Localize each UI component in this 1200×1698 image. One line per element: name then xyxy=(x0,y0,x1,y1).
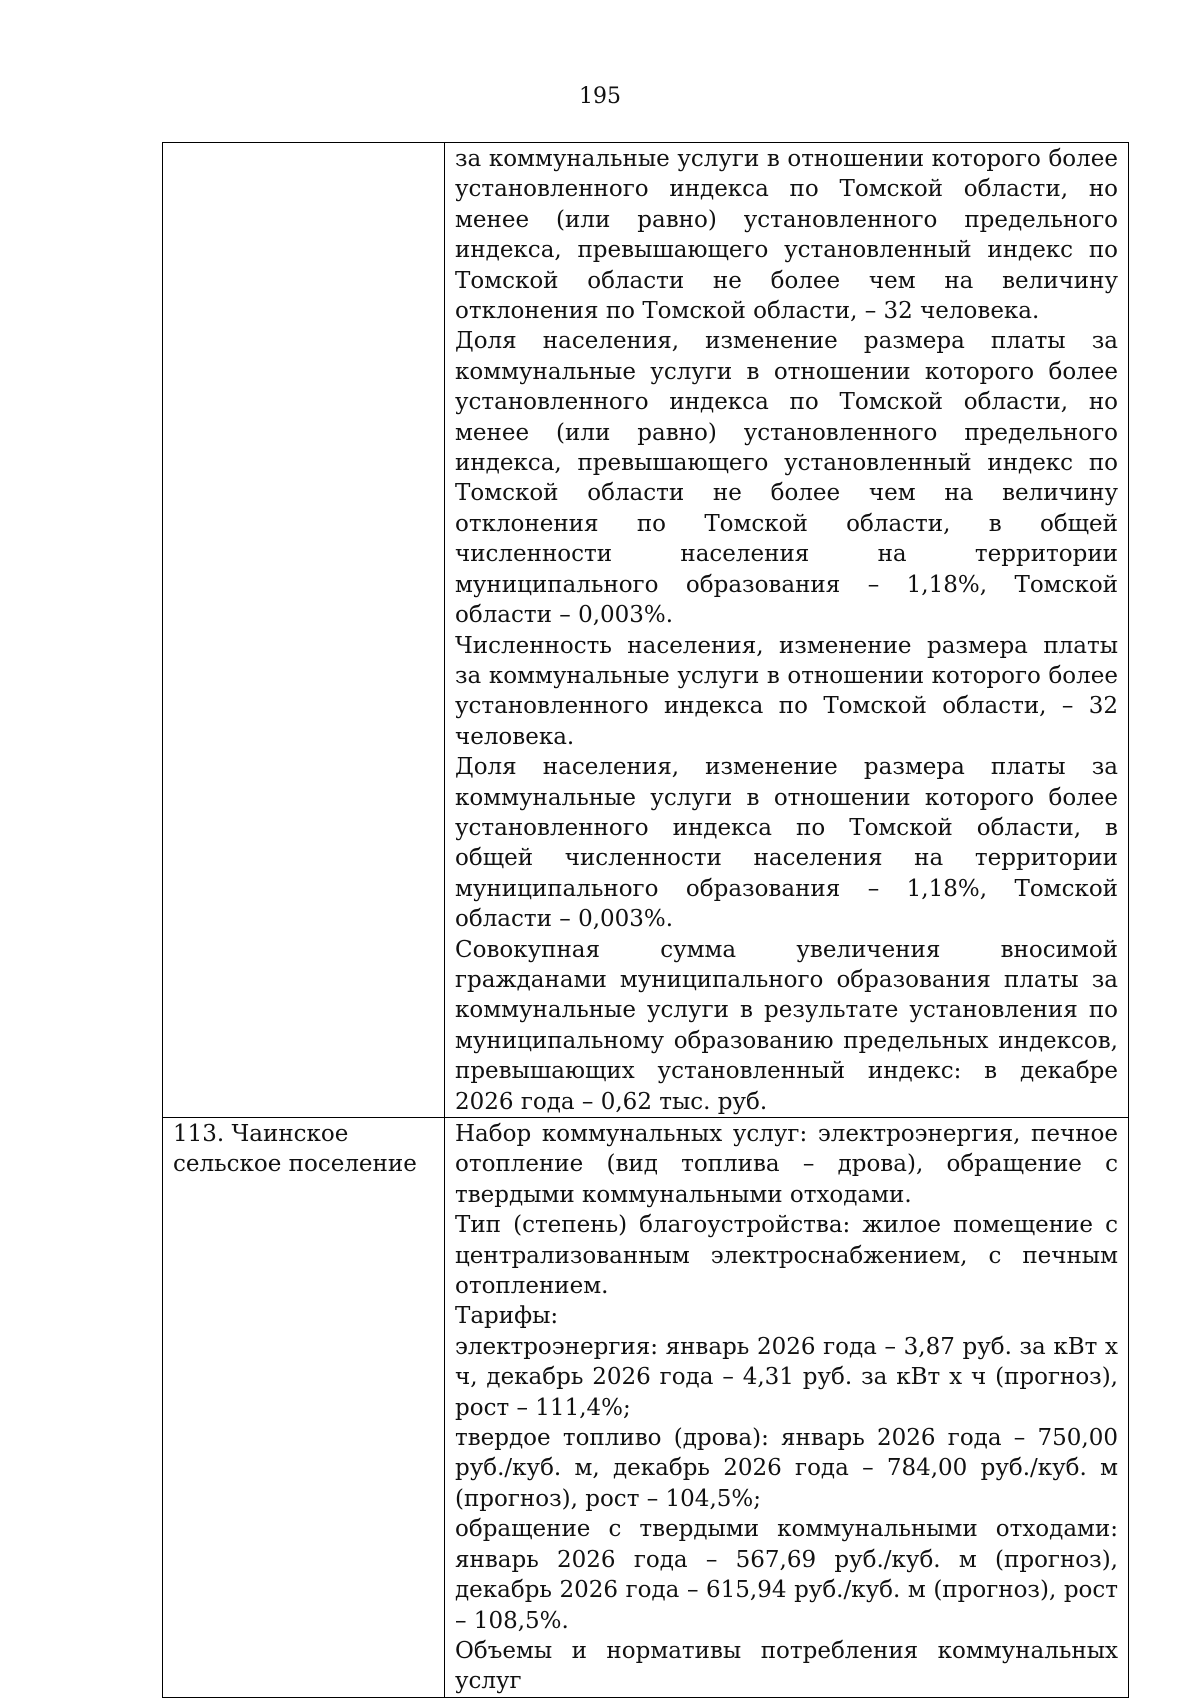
description-cell xyxy=(445,143,1129,1118)
paragraph-tariff-firewood: твердое топливо (дрова): январь 2026 года – 750,00 руб./куб. м, декабрь 2026 года – 784,00 руб./куб. м (прогноз), рост – 104,5%; xyxy=(455,1425,1118,1512)
paragraph-services-set: Набор коммунальных услуг: электроэнергия, печное отопление (вид топлива – дрова), обращение с твердыми коммунальными отходами. xyxy=(455,1121,1118,1208)
data-table xyxy=(162,142,1129,1698)
paragraph-population-share: Доля населения, изменение размера платы за коммунальные услуги в отношении которого более установленного индекса по Томской области, в общей численности населения на территории муниципального образования – 1,18%, Томской области – 0,003%. xyxy=(455,754,1118,933)
paragraph-population-count: за коммунальные услуги в отношении которого более установленного индекса по Томской области, но менее (или равно) установленного предельного индекса, превышающего установленный индекс по Томской области не более чем на величину отклонения по Томской области, – 32 человека. xyxy=(455,146,1118,325)
settlement-cell xyxy=(163,1118,445,1698)
paragraph-population-share: Доля населения, изменение размера платы за коммунальные услуги в отношении которого более установленного индекса по Томской области, но менее (или равно) установленного предельного индекса, превышающего установленный индекс по Томской области не более чем на величину отклонения по Томской области, в общей численности населения на территории муниципального образования – 1,18%, Томской области – 0,003%. xyxy=(455,328,1118,629)
table-row xyxy=(163,143,1129,1118)
paragraph-tariffs-heading: Тарифы: xyxy=(455,1303,559,1330)
paragraph-improvement-type: Тип (степень) благоустройства: жилое помещение с централизованным электроснабжением, с печным отоплением. xyxy=(455,1212,1118,1300)
settlement-cell xyxy=(163,143,445,1118)
paragraph-population-count: Численность населения, изменение размера платы за коммунальные услуги в отношении которого более установленного индекса по Томской области, – 32 человека. xyxy=(455,632,1118,750)
paragraph-tariff-electricity: электроэнергия: январь 2026 года – 3,87 руб. за кВт х ч, декабрь 2026 года – 4,31 руб. за кВт х ч (прогноз), рост – 111,4%; xyxy=(455,1333,1118,1421)
table-row xyxy=(163,1118,1129,1698)
settlement-name: 113. Чаинское сельское поселение xyxy=(173,1121,417,1178)
paragraph-tariff-waste: обращение с твердыми коммунальными отходами: январь 2026 года – 567,69 руб./куб. м (прогноз), декабрь 2026 года – 615,94 руб./куб. м (прогноз), рост – 108,5%. xyxy=(455,1516,1118,1634)
page-number: 195 xyxy=(579,84,621,109)
paragraph-volumes: Объемы и нормативы потребления коммунальных услуг xyxy=(455,1637,1118,1695)
paragraph-total-increase: Совокупная сумма увеличения вносимой гражданами муниципального образования платы за коммунальные услуги в результате установления по муниципальному образованию предельных индексов, превышающих установленный индекс: в декабре 2026 года – 0,62 тыс. руб. xyxy=(455,936,1118,1115)
description-cell xyxy=(445,1118,1129,1698)
